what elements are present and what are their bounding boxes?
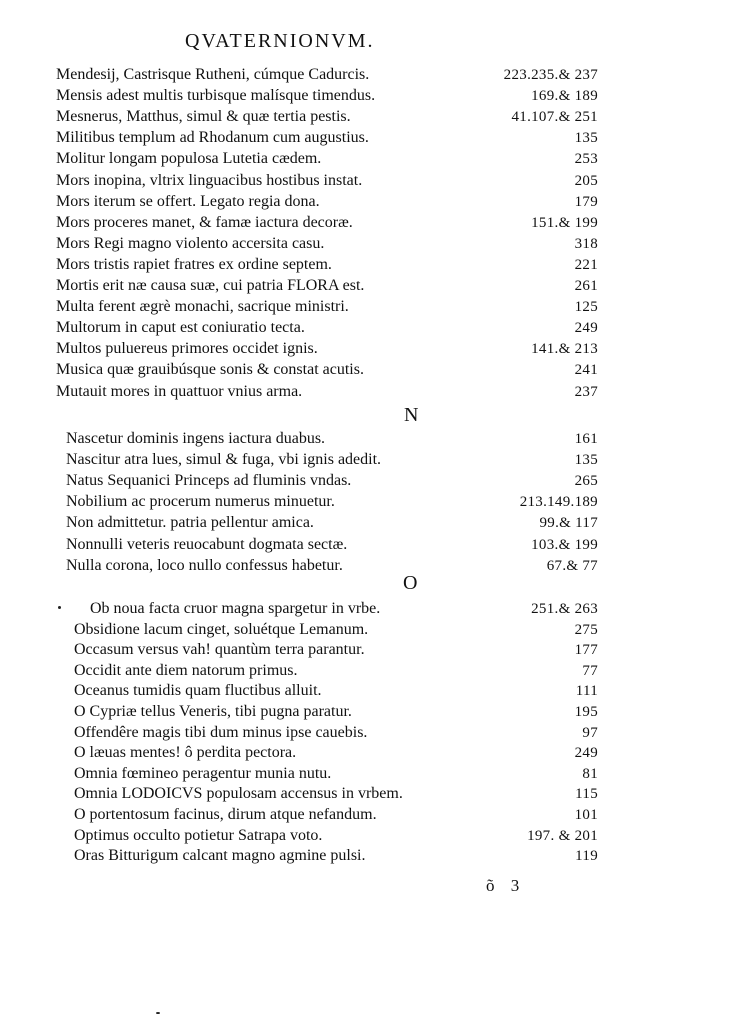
entry-verse: Mendesij, Castrisque Rutheni, cúmque Cadurcis. xyxy=(56,66,370,83)
entry-page-numbers: 253 xyxy=(574,151,598,168)
entry-verse: Molitur longam populosa Lutetia cædem. xyxy=(56,150,322,168)
index-entry xyxy=(0,598,740,620)
entry-page-numbers: 177 xyxy=(574,642,598,659)
index-entry xyxy=(0,127,740,149)
entry-page-numbers: 67.& 77 xyxy=(546,557,598,574)
entry-page-numbers: 223.235.& 237 xyxy=(503,67,598,83)
entry-verse: Mutauit mores in quattuor vnius arma. xyxy=(56,382,303,400)
index-entry xyxy=(0,212,740,234)
index-entry xyxy=(0,338,740,360)
entry-page-numbers: 221 xyxy=(574,256,598,273)
entry-verse: Nulla corona, loco nullo confessus habetur. xyxy=(66,556,343,574)
entry-verse: Mors iterum se offert. Legato regia dona. xyxy=(56,192,320,210)
index-entry xyxy=(0,381,740,403)
entry-page-numbers: 125 xyxy=(574,299,598,316)
index-entry xyxy=(0,85,740,107)
entry-verse: Multorum in caput est coniuratio tecta. xyxy=(56,319,305,337)
entry-page-numbers: 135 xyxy=(574,452,598,469)
index-entry xyxy=(0,64,740,86)
index-entry xyxy=(0,428,740,450)
index-entry xyxy=(0,742,740,764)
entry-verse: Multa ferent ægrè monachi, sacrique ministri. xyxy=(56,298,349,316)
index-entry xyxy=(0,449,740,471)
entry-page-numbers: 275 xyxy=(574,621,598,638)
entry-verse: Non admittetur. patria pellentur amica. xyxy=(66,514,314,532)
index-entry xyxy=(0,534,740,556)
entry-page-numbers: 97 xyxy=(582,724,598,741)
index-entry xyxy=(0,845,740,867)
entry-verse: Mortis erit næ causa suæ, cui patria FLORA est. xyxy=(56,277,365,294)
entry-verse: Mors inopina, vltrix linguacibus hostibus instat. xyxy=(56,171,363,189)
index-entry xyxy=(0,660,740,682)
entry-verse: Occidit ante diem natorum primus. xyxy=(74,661,298,679)
entry-page-numbers: 169.& 189 xyxy=(531,88,598,105)
entry-verse: Nonnulli veteris reuocabunt dogmata sectæ. xyxy=(66,535,348,553)
signature-mark: õ 3 xyxy=(486,876,526,895)
entry-verse: Mors proceres manet, & famæ iactura decoræ. xyxy=(56,213,353,231)
entry-verse: Musica quæ grauibúsque sonis & constat acutis. xyxy=(56,361,364,379)
entry-page-numbers: 161 xyxy=(574,431,598,447)
entry-page-numbers: 77 xyxy=(582,662,598,679)
entry-verse: Optimus occulto potietur Satrapa voto. xyxy=(74,826,323,844)
entry-page-numbers: 103.& 199 xyxy=(531,536,598,553)
entry-verse: Nobilium ac procerum numerus minuetur. xyxy=(66,493,335,511)
index-entry xyxy=(0,722,740,744)
entry-verse: Oceanus tumidis quam fluctibus alluit. xyxy=(74,682,322,700)
entry-page-numbers: 237 xyxy=(574,383,598,400)
section-letter-n: N xyxy=(404,404,419,426)
index-entry xyxy=(0,619,740,641)
entry-page-numbers: 111 xyxy=(575,683,598,700)
entry-verse: Omnia LODOICVS populosam accensus in vrbem. xyxy=(74,785,403,803)
entry-page-numbers: 251.& 263 xyxy=(531,601,598,617)
entry-page-numbers: 249 xyxy=(574,320,598,337)
entry-page-numbers: 41.107.& 251 xyxy=(511,109,598,126)
entry-page-numbers: 81 xyxy=(582,765,598,782)
entry-verse: Nascitur atra lues, simul & fuga, vbi ignis adedit. xyxy=(66,451,382,469)
index-entry xyxy=(0,680,740,702)
index-entry xyxy=(0,783,740,805)
entry-verse: Multos puluereus primores occidet ignis. xyxy=(56,340,318,358)
entry-page-numbers: 261 xyxy=(574,278,598,294)
entry-page-numbers: 135 xyxy=(574,130,598,147)
entry-page-numbers: 195 xyxy=(574,704,598,720)
entry-verse: Mensis adest multis turbisque malísque timendus. xyxy=(56,87,376,105)
entry-page-numbers: 197. & 201 xyxy=(527,827,598,844)
index-entry xyxy=(0,254,740,276)
entry-page-numbers: 179 xyxy=(574,193,598,210)
index-entry xyxy=(0,470,740,492)
index-entry xyxy=(0,825,740,847)
running-head: QVATERNIONVM. xyxy=(185,30,375,52)
index-entry xyxy=(0,491,740,513)
entry-page-numbers: 265 xyxy=(574,473,598,490)
index-entry xyxy=(0,317,740,339)
index-entry xyxy=(0,233,740,255)
entry-verse: Natus Sequanici Princeps ad fluminis vndas. xyxy=(66,472,352,490)
entry-verse: Mors tristis rapiet fratres ex ordine septem. xyxy=(56,255,332,273)
index-entry xyxy=(0,106,740,128)
index-entry xyxy=(0,296,740,318)
entry-page-numbers: 101 xyxy=(574,807,598,823)
index-entry xyxy=(0,359,740,381)
entry-page-numbers: 115 xyxy=(575,786,598,803)
entry-verse: Mors Regi magno violento accersita casu. xyxy=(56,234,325,252)
ink-speck xyxy=(58,606,61,609)
entry-page-numbers: 318 xyxy=(574,235,598,252)
entry-page-numbers: 241 xyxy=(574,362,598,379)
entry-verse: Nascetur dominis ingens iactura duabus. xyxy=(66,430,326,447)
index-entry xyxy=(0,804,740,826)
entry-verse: Obsidione lacum cinget, soluétque Lemanum. xyxy=(74,620,369,638)
section-letter-o: O xyxy=(403,572,418,594)
entry-page-numbers: 119 xyxy=(575,848,598,865)
entry-page-numbers: 151.& 199 xyxy=(531,214,598,231)
ink-speck xyxy=(156,1012,160,1014)
entry-verse: Militibus templum ad Rhodanum cum augustius. xyxy=(56,129,369,147)
entry-verse: Omnia fœmineo peragentur munia nutu. xyxy=(74,764,332,782)
index-entry xyxy=(0,701,740,723)
entry-verse: O læuas mentes! ô perdita pectora. xyxy=(74,744,297,762)
entry-verse: O portentosum facinus, dirum atque nefandum. xyxy=(74,806,377,823)
entry-verse: Occasum versus vah! quantùm terra parantur. xyxy=(74,641,365,659)
entry-verse: O Cypriæ tellus Veneris, tibi pugna paratur. xyxy=(74,703,352,720)
entry-verse: Ob noua facta cruor magna spargetur in vrbe. xyxy=(90,600,381,617)
entry-verse: Mesnerus, Matthus, simul & quæ tertia pestis. xyxy=(56,108,351,126)
index-entry xyxy=(0,170,740,192)
index-entry xyxy=(0,148,740,170)
index-entry xyxy=(0,275,740,297)
index-entry xyxy=(0,639,740,661)
entry-page-numbers: 249 xyxy=(574,745,598,762)
index-entry xyxy=(0,555,740,577)
index-entry xyxy=(0,763,740,785)
index-entry xyxy=(0,512,740,534)
entry-page-numbers: 205 xyxy=(574,172,598,189)
entry-page-numbers: 213.149.189 xyxy=(519,494,598,511)
entry-page-numbers: 141.& 213 xyxy=(531,341,598,358)
entry-page-numbers: 99.& 117 xyxy=(539,515,598,532)
entry-verse: Offendêre magis tibi dum minus ipse cauebis. xyxy=(74,723,368,741)
entry-verse: Oras Bitturigum calcant magno agmine pulsi. xyxy=(74,847,366,865)
index-entry xyxy=(0,191,740,213)
